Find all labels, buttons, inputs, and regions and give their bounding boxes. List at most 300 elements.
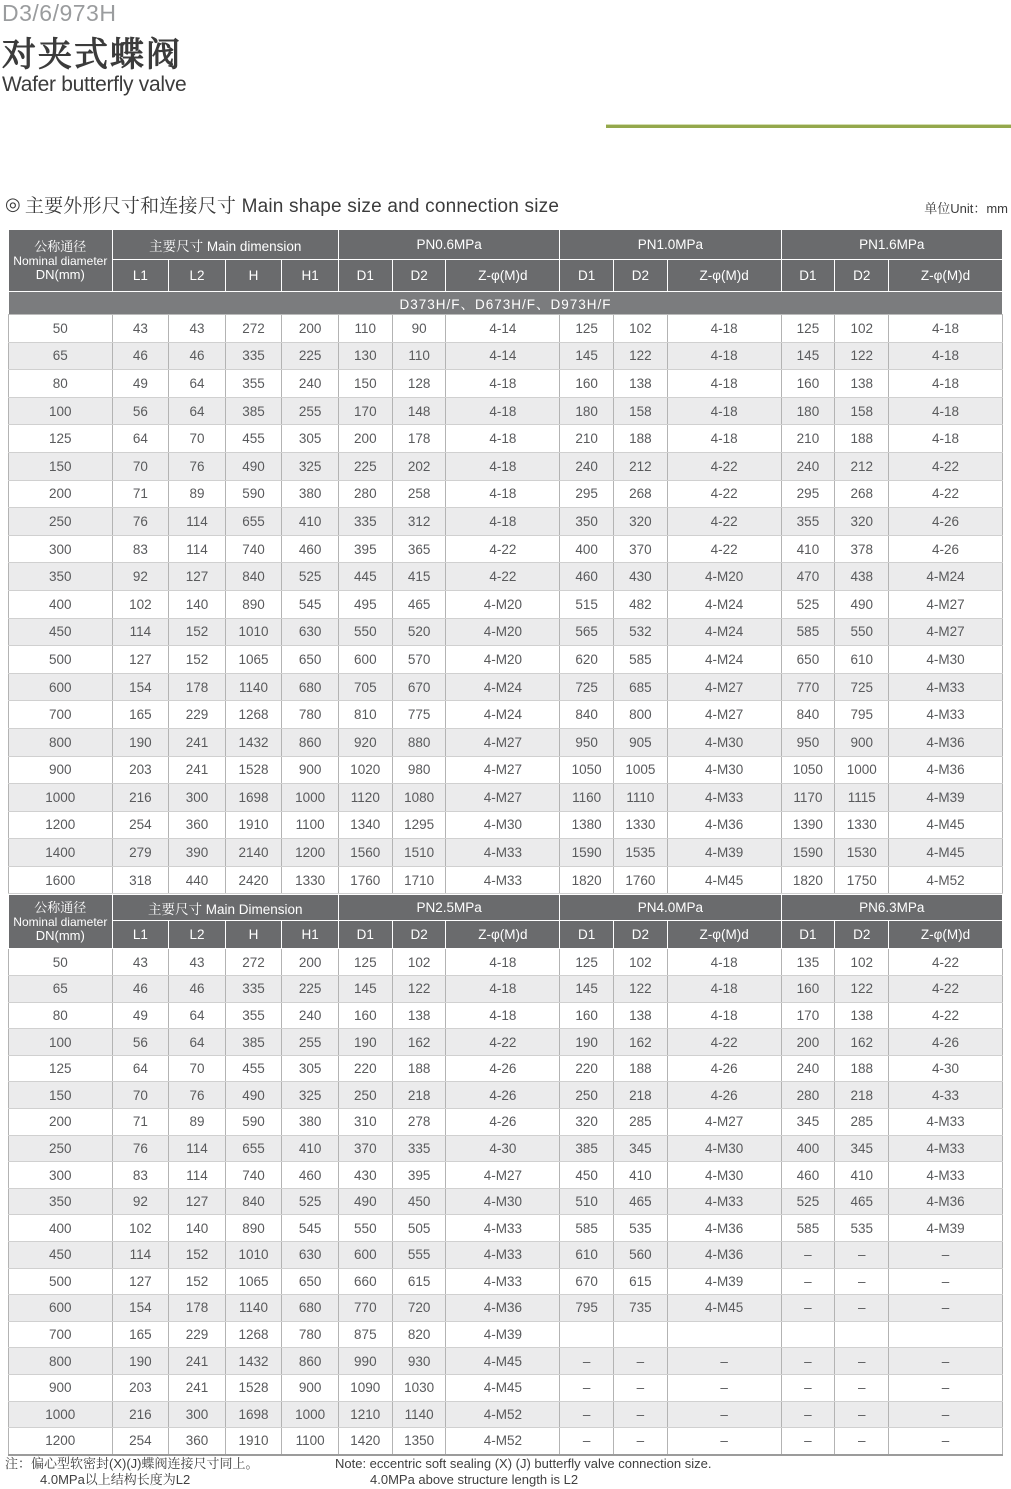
table1-body — [9, 315, 1003, 894]
value-cell: 380 — [282, 1109, 339, 1136]
value-cell: 218 — [835, 1082, 889, 1109]
value-cell: 280 — [781, 1082, 835, 1109]
value-cell: 4-M36 — [667, 1242, 781, 1269]
value-cell: 138 — [835, 1002, 889, 1029]
value-cell: 465 — [392, 590, 446, 618]
dn-cell: 50 — [9, 315, 113, 343]
table-row — [9, 370, 1003, 398]
value-cell: 138 — [392, 1002, 446, 1029]
value-cell: 92 — [112, 563, 169, 591]
value-cell: 860 — [282, 1348, 339, 1375]
col-header-pn40: PN4.0MPa — [560, 895, 781, 921]
value-cell: 180 — [560, 397, 614, 425]
dn-head-en: Nominal diameter — [13, 253, 108, 268]
value-cell: 202 — [392, 452, 446, 480]
value-cell: 130 — [338, 342, 392, 370]
value-cell: 360 — [169, 811, 226, 839]
value-cell: 46 — [112, 976, 169, 1003]
accent-line — [606, 124, 1011, 128]
table-row — [9, 1002, 1003, 1029]
value-cell: 4-M24 — [667, 590, 781, 618]
value-cell: 64 — [169, 1029, 226, 1056]
value-cell: 203 — [112, 756, 169, 784]
value-cell: 482 — [614, 590, 668, 618]
value-cell: 4-M52 — [889, 866, 1003, 894]
value-cell: 114 — [169, 1162, 226, 1189]
value-cell: 102 — [392, 949, 446, 976]
value-cell: 220 — [560, 1055, 614, 1082]
value-cell: – — [781, 1268, 835, 1295]
value-cell: 250 — [338, 1082, 392, 1109]
value-cell: 4-M27 — [667, 673, 781, 701]
value-cell: 355 — [225, 370, 282, 398]
col-header-pn40-d1: D1 — [560, 921, 614, 949]
value-cell: 4-M27 — [446, 756, 560, 784]
value-cell — [667, 1321, 781, 1348]
value-cell: 152 — [169, 618, 226, 646]
table-row — [9, 673, 1003, 701]
value-cell: 4-22 — [889, 1002, 1003, 1029]
value-cell: 190 — [112, 1348, 169, 1375]
value-cell: – — [889, 1268, 1003, 1295]
value-cell: 1910 — [225, 811, 282, 839]
value-cell: – — [835, 1295, 889, 1322]
value-cell: 180 — [781, 397, 835, 425]
series-band: D373H/F、D673H/F、D973H/F — [9, 292, 1003, 315]
col-header-l2: L2 — [169, 921, 226, 949]
value-cell: 585 — [781, 618, 835, 646]
value-cell: 4-M39 — [889, 784, 1003, 812]
value-cell: 4-M30 — [667, 728, 781, 756]
dn-head-unit: DN(mm) — [35, 266, 85, 282]
value-cell: 320 — [560, 1109, 614, 1136]
value-cell: 820 — [392, 1321, 446, 1348]
value-cell: 70 — [169, 1055, 226, 1082]
value-cell: 128 — [392, 370, 446, 398]
value-cell: 4-M27 — [889, 618, 1003, 646]
value-cell: 4-22 — [667, 452, 781, 480]
value-cell: 725 — [560, 673, 614, 701]
value-cell: 240 — [781, 1055, 835, 1082]
dn-cell: 100 — [9, 1029, 113, 1056]
value-cell: 46 — [169, 976, 226, 1003]
value-cell: 4-M33 — [889, 1162, 1003, 1189]
table-row — [9, 866, 1003, 894]
value-cell: 385 — [225, 397, 282, 425]
value-cell: 158 — [614, 397, 668, 425]
dn-cell: 150 — [9, 452, 113, 480]
value-cell: – — [835, 1242, 889, 1269]
value-cell: 49 — [112, 1002, 169, 1029]
value-cell: 1432 — [225, 728, 282, 756]
value-cell: 1528 — [225, 756, 282, 784]
value-cell: 4-18 — [889, 370, 1003, 398]
value-cell: 122 — [614, 976, 668, 1003]
dn-cell: 80 — [9, 370, 113, 398]
dn-cell: 65 — [9, 976, 113, 1003]
value-cell: 1050 — [560, 756, 614, 784]
value-cell: 4-M33 — [446, 1215, 560, 1242]
value-cell: 950 — [781, 728, 835, 756]
value-cell: 4-M36 — [889, 728, 1003, 756]
value-cell: 4-18 — [667, 976, 781, 1003]
value-cell: 162 — [392, 1029, 446, 1056]
value-cell: – — [835, 1348, 889, 1375]
col-header-pn25-d2: D2 — [392, 921, 446, 949]
value-cell: 255 — [282, 1029, 339, 1056]
value-cell: 4-M36 — [446, 1295, 560, 1322]
value-cell: 4-18 — [667, 370, 781, 398]
value-cell: 43 — [169, 949, 226, 976]
col-header-h: H — [225, 921, 282, 949]
dn-cell: 1000 — [9, 784, 113, 812]
value-cell: 740 — [225, 1162, 282, 1189]
value-cell: 490 — [835, 590, 889, 618]
value-cell: 1560 — [338, 839, 392, 867]
table-row — [9, 1188, 1003, 1215]
value-cell: 4-M24 — [889, 563, 1003, 591]
value-cell: 585 — [560, 1215, 614, 1242]
value-cell: 1010 — [225, 618, 282, 646]
value-cell: 445 — [338, 563, 392, 591]
table-row — [9, 756, 1003, 784]
value-cell: 114 — [169, 508, 226, 536]
table-row — [9, 563, 1003, 591]
value-cell: 4-M30 — [446, 811, 560, 839]
value-cell: 160 — [560, 1002, 614, 1029]
table-row — [9, 618, 1003, 646]
value-cell: 272 — [225, 949, 282, 976]
value-cell: 410 — [282, 1135, 339, 1162]
value-cell: 1080 — [392, 784, 446, 812]
col-header-l2: L2 — [169, 260, 226, 292]
value-cell: 1350 — [392, 1428, 446, 1455]
value-cell: 525 — [781, 1188, 835, 1215]
value-cell: 188 — [614, 1055, 668, 1082]
value-cell: 4-M39 — [446, 1321, 560, 1348]
value-cell: 585 — [614, 646, 668, 674]
value-cell: 285 — [614, 1109, 668, 1136]
col-header-pn63-d2: D2 — [835, 921, 889, 949]
value-cell — [835, 1321, 889, 1348]
value-cell: 505 — [392, 1215, 446, 1242]
table-row — [9, 1055, 1003, 1082]
value-cell: 1140 — [225, 1295, 282, 1322]
value-cell: 240 — [282, 370, 339, 398]
table-row — [9, 1428, 1003, 1455]
unit-label: 单位Unit：mm — [924, 201, 1008, 216]
value-cell: 410 — [781, 535, 835, 563]
table-row — [9, 535, 1003, 563]
value-cell: 655 — [225, 1135, 282, 1162]
value-cell: 4-18 — [667, 315, 781, 343]
value-cell: 1140 — [225, 673, 282, 701]
dn-cell: 125 — [9, 425, 113, 453]
col-header-pn10: PN1.0MPa — [560, 230, 781, 260]
value-cell: 4-22 — [889, 949, 1003, 976]
dn-head-zh: 公称通径 — [34, 899, 87, 915]
value-cell: 1820 — [781, 866, 835, 894]
col-header-pn06: PN0.6MPa — [338, 230, 559, 260]
value-cell: 160 — [781, 976, 835, 1003]
col-header-pn06-z: Z-φ(M)d — [446, 260, 560, 292]
value-cell: 4-M33 — [446, 1242, 560, 1269]
value-cell: 335 — [392, 1135, 446, 1162]
value-cell: – — [835, 1268, 889, 1295]
value-cell: 735 — [614, 1295, 668, 1322]
value-cell: 43 — [169, 315, 226, 343]
value-cell: 905 — [614, 728, 668, 756]
value-cell: 125 — [560, 315, 614, 343]
table-row — [9, 1295, 1003, 1322]
value-cell: 840 — [225, 563, 282, 591]
value-cell: 680 — [282, 673, 339, 701]
value-cell: 158 — [835, 397, 889, 425]
value-cell: – — [667, 1401, 781, 1428]
value-cell: 1910 — [225, 1428, 282, 1455]
value-cell: 43 — [112, 315, 169, 343]
value-cell: 4-M20 — [446, 646, 560, 674]
value-cell: 190 — [338, 1029, 392, 1056]
value-cell: 1295 — [392, 811, 446, 839]
value-cell: 255 — [282, 397, 339, 425]
value-cell: 345 — [614, 1135, 668, 1162]
value-cell: 4-14 — [446, 315, 560, 343]
value-cell: 70 — [169, 425, 226, 453]
value-cell: 350 — [560, 508, 614, 536]
value-cell: 490 — [338, 1188, 392, 1215]
value-cell: 600 — [338, 1242, 392, 1269]
value-cell: 1528 — [225, 1374, 282, 1401]
value-cell: 4-26 — [889, 535, 1003, 563]
col-header-main-dimension: 主要尺寸 Main Dimension — [112, 895, 338, 921]
value-cell: 4-M52 — [446, 1428, 560, 1455]
value-cell: 4-M27 — [667, 701, 781, 729]
value-cell: – — [667, 1428, 781, 1455]
page-title-en: Wafer butterfly valve — [2, 73, 187, 96]
value-cell: 615 — [392, 1268, 446, 1295]
value-cell: 1380 — [560, 811, 614, 839]
value-cell: 385 — [225, 1029, 282, 1056]
value-cell: 114 — [169, 1135, 226, 1162]
value-cell: – — [667, 1348, 781, 1375]
value-cell: 295 — [560, 480, 614, 508]
value-cell: 378 — [835, 535, 889, 563]
value-cell: 1590 — [560, 839, 614, 867]
value-cell: 2420 — [225, 866, 282, 894]
value-cell: 160 — [338, 1002, 392, 1029]
value-cell: 890 — [225, 590, 282, 618]
col-header-nominal-diameter — [9, 230, 113, 292]
value-cell: 325 — [282, 452, 339, 480]
value-cell: 4-M24 — [446, 701, 560, 729]
value-cell: 241 — [169, 1374, 226, 1401]
section-bullet-icon: ◎ — [5, 194, 21, 214]
value-cell: 4-M30 — [667, 756, 781, 784]
value-cell: 4-22 — [889, 452, 1003, 480]
value-cell: 4-33 — [889, 1082, 1003, 1109]
value-cell: 212 — [614, 452, 668, 480]
value-cell: 590 — [225, 1109, 282, 1136]
value-cell: 4-M27 — [889, 590, 1003, 618]
value-cell: 395 — [338, 535, 392, 563]
value-cell: 102 — [835, 315, 889, 343]
col-header-pn06-d2: D2 — [392, 260, 446, 292]
value-cell: 154 — [112, 673, 169, 701]
value-cell: 64 — [169, 1002, 226, 1029]
value-cell: 125 — [781, 315, 835, 343]
dn-head-en: Nominal diameter — [13, 914, 108, 929]
value-cell: 1710 — [392, 866, 446, 894]
value-cell: 1115 — [835, 784, 889, 812]
value-cell: 400 — [781, 1135, 835, 1162]
value-cell: 400 — [560, 535, 614, 563]
value-cell: 4-22 — [667, 508, 781, 536]
value-cell: 325 — [282, 1082, 339, 1109]
col-header-h1: H1 — [282, 260, 339, 292]
value-cell: – — [781, 1295, 835, 1322]
dn-cell: 500 — [9, 1268, 113, 1295]
value-cell: 560 — [614, 1242, 668, 1269]
value-cell: 430 — [614, 563, 668, 591]
value-cell: 210 — [560, 425, 614, 453]
table-row — [9, 508, 1003, 536]
dn-cell: 600 — [9, 1295, 113, 1322]
value-cell: 4-18 — [446, 397, 560, 425]
value-cell: 178 — [169, 1295, 226, 1322]
value-cell: 162 — [835, 1029, 889, 1056]
value-cell: 410 — [614, 1162, 668, 1189]
value-cell: 188 — [392, 1055, 446, 1082]
value-cell: 370 — [338, 1135, 392, 1162]
dn-cell: 300 — [9, 1162, 113, 1189]
value-cell: 102 — [614, 315, 668, 343]
value-cell: 840 — [225, 1188, 282, 1215]
value-cell: 4-18 — [446, 508, 560, 536]
value-cell: 43 — [112, 949, 169, 976]
value-cell: 70 — [112, 1082, 169, 1109]
table-row — [9, 811, 1003, 839]
value-cell: 170 — [338, 397, 392, 425]
dn-cell: 65 — [9, 342, 113, 370]
value-cell: 680 — [282, 1295, 339, 1322]
section-title — [5, 191, 559, 218]
value-cell: 4-18 — [667, 949, 781, 976]
value-cell: – — [781, 1374, 835, 1401]
value-cell: 220 — [338, 1055, 392, 1082]
value-cell: 125 — [338, 949, 392, 976]
col-header-pn63-d1: D1 — [781, 921, 835, 949]
dn-cell: 200 — [9, 1109, 113, 1136]
value-cell: 4-M24 — [667, 646, 781, 674]
value-cell: 1160 — [560, 784, 614, 812]
value-cell: 630 — [282, 618, 339, 646]
col-header-l1: L1 — [112, 260, 169, 292]
value-cell: 127 — [169, 563, 226, 591]
value-cell: 241 — [169, 728, 226, 756]
col-header-pn16-d2: D2 — [835, 260, 889, 292]
value-cell: 178 — [169, 673, 226, 701]
value-cell: – — [614, 1348, 668, 1375]
value-cell: 210 — [781, 425, 835, 453]
value-cell: 4-M33 — [667, 1188, 781, 1215]
value-cell: 138 — [835, 370, 889, 398]
value-cell: 840 — [560, 701, 614, 729]
value-cell: 190 — [560, 1029, 614, 1056]
dimension-table-high-pressure — [8, 894, 1003, 1455]
value-cell: 272 — [225, 315, 282, 343]
col-header-main-dimension: 主要尺寸 Main dimension — [112, 230, 338, 260]
value-cell: 218 — [614, 1082, 668, 1109]
value-cell: 1010 — [225, 1242, 282, 1269]
dn-cell: 450 — [9, 1242, 113, 1269]
value-cell: 800 — [614, 701, 668, 729]
dn-cell: 150 — [9, 1082, 113, 1109]
dn-cell: 1400 — [9, 839, 113, 867]
dn-cell: 350 — [9, 1188, 113, 1215]
value-cell: 56 — [112, 397, 169, 425]
value-cell: 585 — [781, 1215, 835, 1242]
value-cell: 225 — [338, 452, 392, 480]
dn-cell: 350 — [9, 563, 113, 591]
value-cell: 520 — [392, 618, 446, 646]
value-cell: 535 — [835, 1215, 889, 1242]
value-cell: 135 — [781, 949, 835, 976]
value-cell: 4-M39 — [889, 1215, 1003, 1242]
dn-cell: 250 — [9, 508, 113, 536]
value-cell: 1698 — [225, 1401, 282, 1428]
value-cell: 203 — [112, 1374, 169, 1401]
table2-body — [9, 949, 1003, 1455]
value-cell: 1760 — [338, 866, 392, 894]
value-cell: 225 — [282, 976, 339, 1003]
dn-cell: 800 — [9, 728, 113, 756]
value-cell: 780 — [282, 1321, 339, 1348]
value-cell: 83 — [112, 1162, 169, 1189]
value-cell: 279 — [112, 839, 169, 867]
value-cell: – — [889, 1295, 1003, 1322]
value-cell: 1100 — [282, 1428, 339, 1455]
value-cell: 122 — [392, 976, 446, 1003]
value-cell: 655 — [225, 508, 282, 536]
value-cell: 254 — [112, 1428, 169, 1455]
value-cell: 4-M33 — [889, 1109, 1003, 1136]
value-cell: – — [889, 1242, 1003, 1269]
value-cell: 140 — [169, 590, 226, 618]
value-cell: 125 — [560, 949, 614, 976]
value-cell: 300 — [169, 784, 226, 812]
value-cell: 114 — [112, 1242, 169, 1269]
value-cell: 1005 — [614, 756, 668, 784]
col-header-pn10-z: Z-φ(M)d — [667, 260, 781, 292]
table-row — [9, 1162, 1003, 1189]
value-cell: 1330 — [614, 811, 668, 839]
value-cell: – — [781, 1428, 835, 1455]
value-cell: 1750 — [835, 866, 889, 894]
value-cell: 188 — [835, 1055, 889, 1082]
value-cell: 190 — [112, 728, 169, 756]
col-header-pn06-d1: D1 — [338, 260, 392, 292]
dn-cell: 50 — [9, 949, 113, 976]
value-cell: 1590 — [781, 839, 835, 867]
value-cell: 720 — [392, 1295, 446, 1322]
value-cell: 225 — [282, 342, 339, 370]
value-cell: 2140 — [225, 839, 282, 867]
table-row — [9, 1242, 1003, 1269]
value-cell: 90 — [392, 315, 446, 343]
footnote-zh — [5, 1456, 335, 1488]
value-cell: 610 — [560, 1242, 614, 1269]
